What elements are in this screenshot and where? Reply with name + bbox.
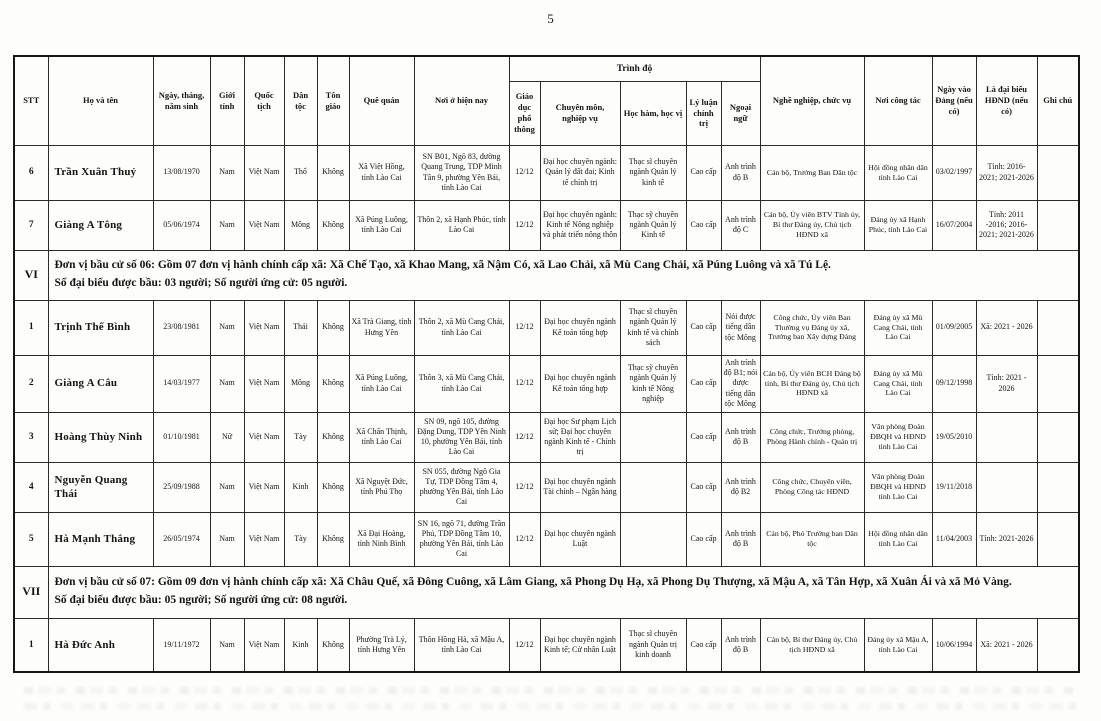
cell-notes (1037, 462, 1079, 512)
cell-party-join-date: 01/09/2005 (932, 300, 976, 355)
cell-dob: 23/08/1981 (153, 300, 210, 355)
header-occupation: Nghề nghiệp, chức vụ (760, 56, 864, 145)
cell-political-theory: Cao cấp (686, 200, 721, 250)
cell-workplace: Đảng ủy xã Hạnh Phúc, tỉnh Lào Cai (864, 200, 932, 250)
section-description (48, 250, 1079, 300)
cell-notes (1037, 412, 1079, 462)
table-row (14, 355, 1079, 412)
cell-workplace: Văn phòng Đoàn ĐBQH và HĐND tỉnh Lào Cai (864, 462, 932, 512)
cell-occupation: Cán bộ, Bí thư Đảng ủy, Chủ tịch HĐND xã (760, 618, 864, 672)
cell-dob: 05/06/1974 (153, 200, 210, 250)
cell-academic-degree: Thạc sĩ chuyên ngành Quản trị kinh doanh (620, 618, 686, 672)
cell-council-member: Tỉnh: 2021-2026 (976, 512, 1037, 566)
header-gender: Giới tính (210, 56, 244, 145)
cell-workplace: Đảng ủy xã Mậu A, tỉnh Lào Cai (864, 618, 932, 672)
header-hometown: Quê quán (349, 56, 414, 145)
table-row (14, 462, 1079, 512)
header-academic-degree: Học hàm, học vị (620, 81, 686, 145)
cell-gender: Nam (210, 512, 244, 566)
header-name: Họ và tên (48, 56, 153, 145)
cell-academic-degree (620, 412, 686, 462)
cell-foreign-language: Anh trình độ B (721, 618, 760, 672)
cell-religion: Không (317, 462, 349, 512)
cell-notes (1037, 200, 1079, 250)
cell-gender: Nữ (210, 412, 244, 462)
cell-notes (1037, 618, 1079, 672)
cell-dob: 14/03/1977 (153, 355, 210, 412)
cell-political-theory: Cao cấp (686, 462, 721, 512)
table-header (14, 56, 1079, 145)
cell-professional: Đại học chuyên ngành Kinh tế; Cử nhân Luật (540, 618, 620, 672)
cell-party-join-date: 11/04/2003 (932, 512, 976, 566)
header-party-join-date: Ngày vào Đảng (nếu có) (932, 56, 976, 145)
cell-political-theory: Cao cấp (686, 512, 721, 566)
cell-name: Hoàng Thùy Ninh (48, 412, 153, 462)
cell-religion: Không (317, 618, 349, 672)
page-bleed-through (24, 687, 1077, 719)
cell-residence: SN 055, đường Ngô Gia Tự, TDP Đồng Tâm 4, phường Yên Bái, tỉnh Lào Cai (414, 462, 509, 512)
cell-foreign-language: Nói được tiếng dân tộc Mông (721, 300, 760, 355)
section-description (48, 566, 1079, 618)
cell-nationality: Việt Nam (244, 355, 284, 412)
cell-stt: 1 (14, 618, 48, 672)
cell-name: Trịnh Thế Bình (48, 300, 153, 355)
cell-occupation: Cán bộ, Trưởng Ban Dân tộc (760, 145, 864, 200)
cell-dob: 26/05/1974 (153, 512, 210, 566)
cell-political-theory: Cao cấp (686, 412, 721, 462)
cell-council-member (976, 412, 1037, 462)
cell-stt: 1 (14, 300, 48, 355)
cell-professional: Đại học chuyên ngành Kế toán tổng hợp (540, 355, 620, 412)
table-row (14, 512, 1079, 566)
cell-professional: Đại học chuyên ngành: Kinh tế Nông nghiệp và phát triển nông thôn (540, 200, 620, 250)
cell-ethnicity: Mông (284, 355, 317, 412)
cell-religion: Không (317, 512, 349, 566)
cell-academic-degree (620, 462, 686, 512)
cell-workplace: Văn phòng Đoàn ĐBQH và HĐND tỉnh Lào Cai (864, 412, 932, 462)
cell-general-education: 12/12 (509, 412, 540, 462)
cell-ethnicity: Kinh (284, 618, 317, 672)
cell-occupation: Công chức, Trưởng phòng, Phòng Hành chính - Quản trị (760, 412, 864, 462)
cell-party-join-date: 19/11/2018 (932, 462, 976, 512)
cell-dob: 13/08/1970 (153, 145, 210, 200)
cell-party-join-date: 03/02/1997 (932, 145, 976, 200)
cell-workplace: Đảng ủy xã Mù Cang Chải, tỉnh Lào Cai (864, 355, 932, 412)
cell-hometown: Phường Trà Lý, tỉnh Hưng Yên (349, 618, 414, 672)
cell-ethnicity: Kinh (284, 462, 317, 512)
header-political-theory: Lý luận chính trị (686, 81, 721, 145)
header-nationality: Quốc tịch (244, 56, 284, 145)
cell-party-join-date: 19/05/2010 (932, 412, 976, 462)
cell-gender: Nam (210, 200, 244, 250)
section-numeral: VII (14, 566, 48, 618)
header-professional: Chuyên môn, nghiệp vụ (540, 81, 620, 145)
header-dob: Ngày, tháng, năm sinh (153, 56, 210, 145)
cell-foreign-language: Anh trình độ B1; nói được tiếng dân tộc Mông (721, 355, 760, 412)
header-education-group: Trình độ (509, 56, 760, 81)
cell-gender: Nam (210, 618, 244, 672)
header-general-education: Giáo dục phổ thông (509, 81, 540, 145)
cell-residence: SN 16, ngõ 71, đường Trần Phú, TDP Đồng Tâm 10, phường Yên Bái, tỉnh Lào Cai (414, 512, 509, 566)
cell-dob: 01/10/1981 (153, 412, 210, 462)
cell-nationality: Việt Nam (244, 145, 284, 200)
cell-general-education: 12/12 (509, 512, 540, 566)
cell-general-education: 12/12 (509, 145, 540, 200)
cell-nationality: Việt Nam (244, 462, 284, 512)
cell-political-theory: Cao cấp (686, 300, 721, 355)
cell-council-member: Xã: 2021 - 2026 (976, 618, 1037, 672)
cell-name: Hà Mạnh Thắng (48, 512, 153, 566)
cell-council-member: Tỉnh: 2011 -2016; 2016-2021; 2021-2026 (976, 200, 1037, 250)
cell-occupation: Cán bộ, Phó Trưởng ban Dân tộc (760, 512, 864, 566)
cell-political-theory: Cao cấp (686, 355, 721, 412)
cell-political-theory: Cao cấp (686, 145, 721, 200)
header-foreign-language: Ngoại ngữ (721, 81, 760, 145)
cell-occupation: Cán bộ, Ủy viên BCH Đảng bộ tỉnh, Bí thư Đảng ủy, Chủ tịch HĐND xã (760, 355, 864, 412)
cell-ethnicity: Mông (284, 200, 317, 250)
cell-occupation: Cán bộ, Ủy viên BTV Tỉnh ủy, Bí thư Đảng ủy, Chủ tịch HĐND xã (760, 200, 864, 250)
cell-academic-degree: Thạc sĩ chuyên ngành Quản lý kinh tế (620, 145, 686, 200)
candidate-roster-table (13, 55, 1080, 673)
header-residence: Nơi ở hiện nay (414, 56, 509, 145)
cell-professional: Đại học Sư phạm Lịch sử; Đại học chuyên ngành Kinh tế - Chính trị (540, 412, 620, 462)
cell-party-join-date: 09/12/1998 (932, 355, 976, 412)
section-counts-line: Số đại biểu được bầu: 05 người; Số người ứng cử: 08 người. (54, 594, 348, 606)
cell-religion: Không (317, 145, 349, 200)
cell-name: Trần Xuân Thuỷ (48, 145, 153, 200)
header-stt: STT (14, 56, 48, 145)
cell-hometown: Xã Nguyệt Đức, tỉnh Phú Thọ (349, 462, 414, 512)
cell-professional: Đại học chuyên ngành Luật (540, 512, 620, 566)
cell-academic-degree: Thạc sỹ chuyên ngành Quản lý Kinh tế (620, 200, 686, 250)
cell-dob: 19/11/1972 (153, 618, 210, 672)
section-numeral: VI (14, 250, 48, 300)
cell-academic-degree: Thạc sĩ chuyên ngành Quản lý kinh tế và chính sách (620, 300, 686, 355)
cell-hometown: Xã Việt Hồng, tỉnh Lào Cai (349, 145, 414, 200)
cell-general-education: 12/12 (509, 300, 540, 355)
cell-nationality: Việt Nam (244, 200, 284, 250)
cell-foreign-language: Anh trình độ B (721, 412, 760, 462)
cell-notes (1037, 300, 1079, 355)
cell-ethnicity: Thổ (284, 145, 317, 200)
cell-residence: Thôn 2, xã Hạnh Phúc, tỉnh Lào Cai (414, 200, 509, 250)
cell-party-join-date: 16/07/2004 (932, 200, 976, 250)
header-religion: Tôn giáo (317, 56, 349, 145)
cell-foreign-language: Anh trình độ C (721, 200, 760, 250)
cell-foreign-language: Anh trình độ B (721, 512, 760, 566)
cell-religion: Không (317, 200, 349, 250)
section-counts-line: Số đại biểu được bầu: 03 người; Số người ứng cử: 05 người. (54, 277, 348, 289)
cell-general-education: 12/12 (509, 355, 540, 412)
cell-name: Nguyễn Quang Thái (48, 462, 153, 512)
cell-hometown: Xã Đại Hoàng, tỉnh Ninh Bình (349, 512, 414, 566)
cell-political-theory: Cao cấp (686, 618, 721, 672)
cell-gender: Nam (210, 462, 244, 512)
cell-residence: Thôn 3, xã Mù Cang Chải, tỉnh Lào Cai (414, 355, 509, 412)
cell-workplace: Hội đồng nhân dân tỉnh Lào Cai (864, 512, 932, 566)
cell-dob: 25/09/1988 (153, 462, 210, 512)
cell-general-education: 12/12 (509, 462, 540, 512)
cell-gender: Nam (210, 300, 244, 355)
table-row (14, 618, 1079, 672)
page-number: 5 (547, 11, 554, 26)
section-units-line: Đơn vị bầu cử số 07: Gồm 09 đơn vị hành chính cấp xã: Xã Châu Quế, xã Đông Cuông, xã Lâm Giang, xã Phong Dụ Hạ, xã Phong Dụ Thượng, xã Mậu A, xã Tân Hợp, xã Xuân Ái và xã Mỏ Vàng. (54, 576, 1012, 589)
cell-stt: 3 (14, 412, 48, 462)
cell-ethnicity: Tày (284, 512, 317, 566)
cell-nationality: Việt Nam (244, 512, 284, 566)
cell-religion: Không (317, 355, 349, 412)
table-row (14, 200, 1079, 250)
cell-stt: 7 (14, 200, 48, 250)
cell-academic-degree: Thạc sỹ chuyên ngành Quản lý kinh tế Nông nghiệp (620, 355, 686, 412)
cell-notes (1037, 355, 1079, 412)
cell-religion: Không (317, 412, 349, 462)
header-council-member: Là đại biểu HĐND (nếu có) (976, 56, 1037, 145)
cell-workplace: Hội đồng nhân dân tỉnh Lào Cai (864, 145, 932, 200)
cell-hometown: Xã Púng Luông, tỉnh Lào Cai (349, 200, 414, 250)
cell-notes (1037, 512, 1079, 566)
cell-party-join-date: 10/06/1994 (932, 618, 976, 672)
cell-religion: Không (317, 300, 349, 355)
table-body (14, 145, 1079, 672)
cell-stt: 4 (14, 462, 48, 512)
cell-workplace: Đảng ủy xã Mù Cang Chải, tỉnh Lào Cai (864, 300, 932, 355)
cell-nationality: Việt Nam (244, 412, 284, 462)
section-units-line: Đơn vị bầu cử số 06: Gồm 07 đơn vị hành chính cấp xã: Xã Chế Tạo, xã Khao Mang, xã Nậm Có, xã Lao Chải, xã Mù Cang Chải, xã Púng Luông và xã Tú Lệ. (54, 259, 831, 272)
cell-council-member: Xã: 2021 - 2026 (976, 300, 1037, 355)
cell-academic-degree (620, 512, 686, 566)
cell-gender: Nam (210, 145, 244, 200)
cell-stt: 6 (14, 145, 48, 200)
header-ethnicity: Dân tộc (284, 56, 317, 145)
section-row (14, 566, 1079, 618)
cell-council-member: Tỉnh: 2021 - 2026 (976, 355, 1037, 412)
cell-professional: Đại học chuyên ngành: Quản lý đất đai; Kinh tế chính trị (540, 145, 620, 200)
cell-hometown: Xã Chấn Thịnh, tỉnh Lào Cai (349, 412, 414, 462)
section-row (14, 250, 1079, 300)
cell-name: Giàng A Câu (48, 355, 153, 412)
cell-stt: 5 (14, 512, 48, 566)
cell-hometown: Xã Trà Giang, tỉnh Hưng Yên (349, 300, 414, 355)
cell-nationality: Việt Nam (244, 300, 284, 355)
cell-stt: 2 (14, 355, 48, 412)
table-row (14, 300, 1079, 355)
cell-notes (1037, 145, 1079, 200)
cell-residence: Thôn 2, xã Mù Cang Chải, tỉnh Lào Cai (414, 300, 509, 355)
cell-ethnicity: Thái (284, 300, 317, 355)
cell-foreign-language: Anh trình độ B (721, 145, 760, 200)
cell-council-member: Tỉnh: 2016-2021; 2021-2026 (976, 145, 1037, 200)
header-notes: Ghi chú (1037, 56, 1079, 145)
table-row (14, 412, 1079, 462)
cell-residence: Thôn Hồng Hà, xã Mậu A, tỉnh Lào Cai (414, 618, 509, 672)
cell-foreign-language: Anh trình độ B2 (721, 462, 760, 512)
cell-gender: Nam (210, 355, 244, 412)
header-workplace: Nơi công tác (864, 56, 932, 145)
cell-general-education: 12/12 (509, 618, 540, 672)
cell-occupation: Công chức, Ủy viên Ban Thường vụ Đảng ủy xã, Trưởng ban Xây dựng Đảng (760, 300, 864, 355)
cell-name: Giàng A Tông (48, 200, 153, 250)
bleed-line (24, 703, 1077, 710)
cell-ethnicity: Tày (284, 412, 317, 462)
cell-hometown: Xã Púng Luông, tỉnh Lào Cai (349, 355, 414, 412)
cell-council-member (976, 462, 1037, 512)
cell-general-education: 12/12 (509, 200, 540, 250)
table-row (14, 145, 1079, 200)
cell-professional: Đại học chuyên ngành Kế toán tổng hợp (540, 300, 620, 355)
cell-professional: Đại học chuyên ngành Tài chính – Ngân hàng (540, 462, 620, 512)
bleed-line (24, 687, 1077, 694)
cell-nationality: Việt Nam (244, 618, 284, 672)
cell-name: Hà Đức Anh (48, 618, 153, 672)
cell-residence: SN B01, Ngõ 83, đường Quang Trung, TDP Minh Tân 9, phường Yên Bái, tỉnh Lào Cai (414, 145, 509, 200)
cell-occupation: Công chức, Chuyên viên, Phòng Công tác HĐND (760, 462, 864, 512)
cell-residence: SN 09, ngõ 105, đường Đặng Dung, TDP Yên Ninh 10, phường Yên Bái, tỉnh Lào Cai (414, 412, 509, 462)
